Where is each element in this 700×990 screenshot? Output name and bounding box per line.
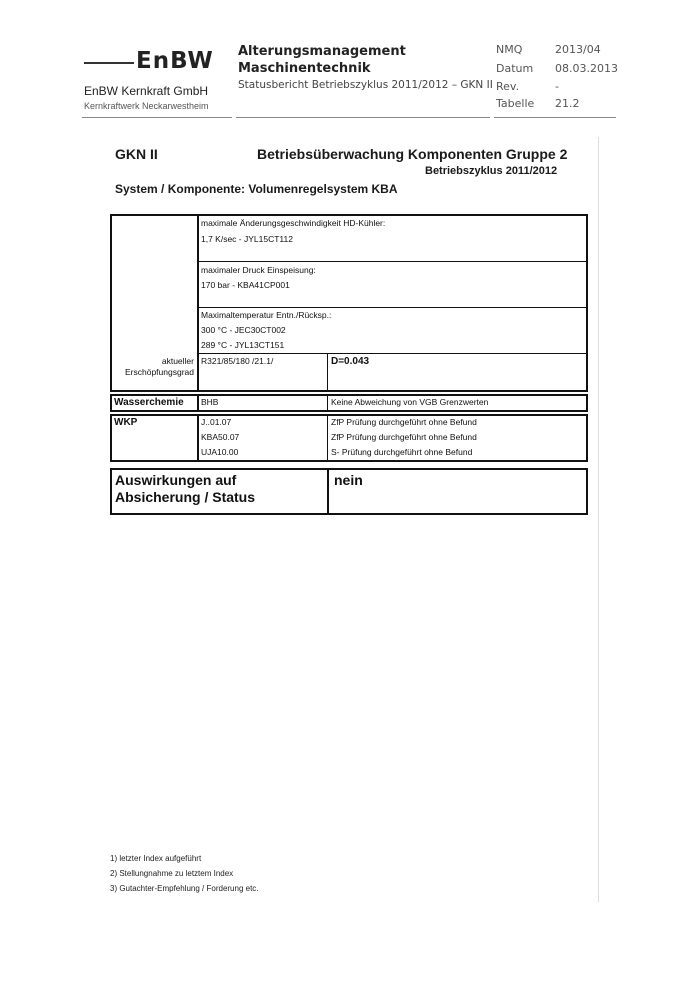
wkp-label: WKP (114, 417, 138, 428)
logo-stroke (84, 62, 134, 64)
water-col-divider (327, 394, 328, 412)
limit-label: maximaler Druck Einspeisung: (201, 265, 316, 275)
limits-row-divider (197, 261, 588, 262)
impact-label-line1: Auswirkungen auf (115, 472, 237, 488)
meta-label-tabelle: Tabelle (496, 97, 535, 110)
limit-value: 300 °C - JEC30CT002 (201, 325, 286, 335)
limit-value: 1,7 K/sec - JYL15CT112 (201, 234, 293, 244)
document-subtitle: Statusbericht Betriebszyklus 2011/2012 – GKN II (238, 79, 493, 91)
limit-value: 170 bar - KBA41CP001 (201, 280, 290, 290)
header-rule-left (82, 117, 232, 118)
limits-row-divider (197, 353, 588, 354)
water-chemistry-text: Keine Abweichung von VGB Grenzwerten (331, 397, 489, 407)
meta-value-nmq: 2013/04 (555, 43, 601, 56)
plant-name: Kernkraftwerk Neckarwestheim (84, 101, 209, 111)
impact-value: nein (334, 472, 363, 488)
wkp-text: ZfP Prüfung durchgeführt ohne Befund (331, 417, 477, 427)
water-chemistry-label: Wasserchemie (114, 397, 184, 408)
meta-label-datum: Datum (496, 62, 534, 75)
wkp-code: J..01.07 (201, 417, 232, 427)
footnote: 2) Stellungnahme zu letztem Index (110, 869, 234, 878)
limit-label: maximale Änderungsgeschwindigkeit HD-Kühler: (201, 218, 386, 228)
meta-label-nmq: NMQ (496, 43, 523, 56)
margin-line (598, 137, 599, 902)
meta-value-tabelle: 21.2 (555, 97, 580, 110)
exhaustion-label-line2: Erschöpfungsgrad (125, 367, 194, 377)
limit-label: Maximaltemperatur Entn./Rücksp.: (201, 310, 332, 320)
company-logo: EnBW (136, 48, 214, 74)
cycle-heading: Betriebszyklus 2011/2012 (425, 165, 558, 177)
header-rule-middle (236, 117, 490, 118)
footnote: 3) Gutachter-Empfehlung / Forderung etc. (110, 884, 259, 893)
component-heading: System / Komponente: Volumenregelsystem KBA (115, 182, 398, 196)
limits-row-divider (197, 307, 588, 308)
water-col-divider (197, 394, 199, 412)
section-title: Betriebsüberwachung Komponenten Gruppe 2 (257, 146, 568, 162)
meta-value-datum: 08.03.2013 (555, 62, 618, 75)
wkp-text: ZfP Prüfung durchgeführt ohne Befund (331, 432, 477, 442)
meta-value-rev: - (555, 80, 559, 93)
wkp-col-divider (327, 414, 328, 462)
plant-heading: GKN II (115, 146, 158, 162)
exhaustion-value: D=0.043 (331, 356, 370, 367)
exhaustion-col-divider (327, 353, 328, 392)
header-rule-right (494, 117, 616, 118)
impact-label-line2: Absicherung / Status (115, 489, 256, 505)
document-title-line2: Maschinentechnik (238, 61, 371, 76)
footnote: 1) letzter Index aufgeführt (110, 854, 202, 863)
limits-table-col-divider (197, 214, 199, 392)
impact-col-divider (327, 468, 329, 515)
meta-label-rev: Rev. (496, 80, 520, 93)
wkp-code: UJA10.00 (201, 447, 239, 457)
exhaustion-label-line1: aktueller (161, 356, 194, 366)
company-name: EnBW Kernkraft GmbH (84, 84, 209, 98)
wkp-col-divider (197, 414, 199, 462)
wkp-code: KBA50.07 (201, 432, 240, 442)
exhaustion-reference: R321/85/180 /21.1/ (201, 356, 274, 366)
wkp-text: S- Prüfung durchgeführt ohne Befund (331, 447, 473, 457)
limit-value: 289 °C - JYL13CT151 (201, 340, 285, 350)
water-chemistry-code: BHB (201, 397, 219, 407)
document-title-line1: Alterungsmanagement (238, 44, 406, 59)
